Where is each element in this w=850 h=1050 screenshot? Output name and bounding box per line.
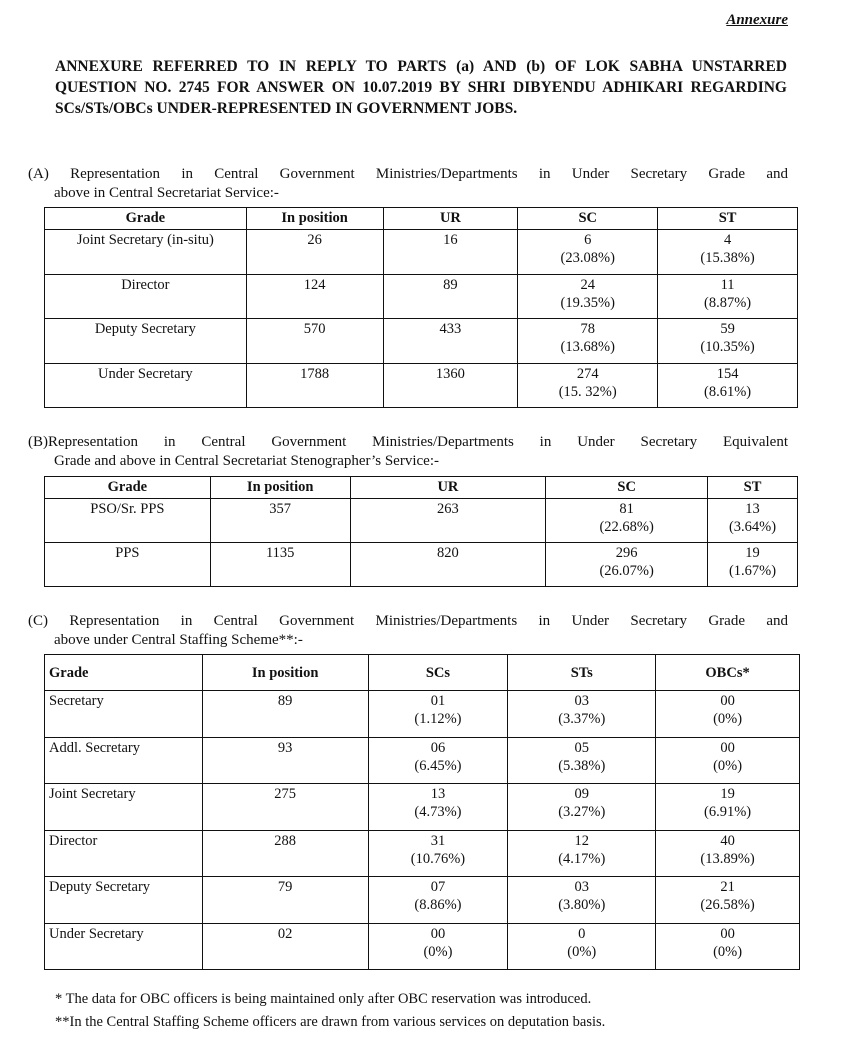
cell-st (658, 274, 798, 319)
cell-in-position: 02 (202, 923, 368, 970)
col-header-grade: Grade (45, 655, 203, 691)
document-heading: ANNEXURE REFERRED TO IN REPLY TO PARTS (a) AND (b) OF LOK SABHA UNSTARRED QUESTION NO. 2745 FOR ANSWER ON 10.07.2019 BY SHRI DIBYENDU ADHIKARI REGARDING SCs/STs/OBCs UNDER-REPRESENTED IN GOVERNMENT JOBS. (55, 58, 787, 117)
cell-grade: Deputy Secretary (45, 877, 203, 924)
st-count: 59 (720, 321, 735, 337)
st-count: 19 (745, 545, 760, 561)
section-c-title-line2: above under Central Staffing Scheme**:- (54, 632, 303, 648)
obc-percent: (13.89%) (700, 850, 755, 867)
cell-st (708, 543, 798, 587)
cell-sc (518, 363, 658, 408)
col-header-grade: Grade (45, 208, 247, 230)
sc-percent: (15. 32%) (558, 383, 617, 400)
cell-in-position: 89 (202, 691, 368, 738)
footnote-obc: * The data for OBC officers is being maintained only after OBC reservation was introduced. (55, 991, 592, 1007)
cell-ur: 820 (350, 543, 546, 587)
st-count: 12 (574, 832, 589, 849)
st-percent: (8.87%) (704, 294, 752, 311)
cell-in-position: 79 (202, 877, 368, 924)
st-percent: (0%) (567, 943, 597, 960)
sc-count: 274 (576, 365, 599, 382)
cell-st (658, 363, 798, 408)
table-b (44, 476, 798, 587)
col-header-obcs: OBCs* (656, 655, 800, 691)
obc-count: 00 (720, 693, 735, 709)
obc-count: 21 (720, 879, 735, 895)
st-count: 0 (578, 925, 586, 942)
cell-in-position: 93 (202, 737, 368, 784)
obc-percent: (26.58%) (700, 897, 755, 913)
footnote-central-staffing: **In the Central Staffing Scheme officers are drawn from various services on deputation basis. (55, 1014, 606, 1030)
sc-percent: (0%) (423, 943, 453, 960)
sc-count: 13 (430, 786, 446, 802)
cell-in-position: 26 (246, 230, 383, 275)
cell-ur: 433 (383, 319, 518, 364)
cell-grade: PPS (45, 543, 211, 587)
sc-count: 6 (584, 232, 592, 248)
sc-percent: (26.07%) (599, 563, 654, 579)
st-count: 4 (723, 232, 732, 248)
cell-sc (546, 499, 708, 543)
section-a-title (28, 165, 788, 203)
cell-in-position: 570 (246, 319, 383, 364)
st-percent: (3.37%) (558, 711, 606, 727)
cell-obcs (656, 877, 800, 924)
table-row (45, 830, 800, 877)
obc-percent: (0%) (713, 943, 743, 960)
cell-obcs (656, 737, 800, 784)
cell-grade: Joint Secretary (in-situ) (45, 230, 247, 275)
cell-ur: 1360 (383, 363, 518, 408)
cell-in-position: 288 (202, 830, 368, 877)
col-header-in-position: In position (202, 655, 368, 691)
section-b-title-line2: Grade and above in Central Secretariat Stenographer’s Service:- (54, 453, 439, 469)
cell-sts (508, 691, 656, 738)
col-header-sts: STs (508, 655, 656, 691)
st-count: 11 (720, 276, 735, 293)
cell-scs (368, 737, 508, 784)
st-percent: (8.61%) (704, 383, 752, 400)
sc-percent: (4.73%) (414, 804, 462, 820)
table-row (45, 737, 800, 784)
st-count: 09 (574, 786, 589, 802)
cell-in-position: 1135 (210, 543, 350, 587)
sc-percent: (23.08%) (560, 250, 615, 266)
table-row (45, 923, 800, 970)
st-count: 05 (574, 739, 589, 756)
st-percent: (4.17%) (558, 850, 606, 867)
st-percent: (3.27%) (558, 804, 606, 820)
cell-grade: Secretary (45, 691, 203, 738)
col-header-in-position: In position (210, 477, 350, 499)
section-c-title (28, 612, 788, 650)
sc-percent: (13.68%) (560, 339, 615, 355)
cell-sc (518, 319, 658, 364)
col-header-ur: UR (350, 477, 546, 499)
obc-percent: (0%) (713, 711, 743, 727)
st-percent: (3.64%) (728, 519, 777, 535)
cell-obcs (656, 784, 800, 831)
obc-count: 00 (720, 739, 735, 756)
table-row (45, 877, 800, 924)
table-row (45, 499, 798, 543)
cell-grade: Director (45, 830, 203, 877)
st-percent: (10.35%) (700, 339, 755, 355)
sc-count: 78 (580, 321, 595, 337)
cell-st (658, 230, 798, 275)
sc-percent: (22.68%) (599, 519, 654, 535)
obc-count: 00 (720, 925, 735, 942)
table-row (45, 230, 798, 275)
col-header-sc: SC (518, 208, 658, 230)
cell-sc (546, 543, 708, 587)
sc-count: 01 (430, 693, 446, 709)
st-count: 03 (574, 879, 589, 895)
cell-ur: 263 (350, 499, 546, 543)
cell-obcs (656, 830, 800, 877)
cell-scs (368, 830, 508, 877)
table-c (44, 654, 800, 970)
cell-sts (508, 737, 656, 784)
table-row (45, 274, 798, 319)
sc-percent: (6.45%) (414, 757, 462, 774)
sc-count: 06 (430, 739, 446, 756)
cell-sc (518, 230, 658, 275)
table-row (45, 784, 800, 831)
st-percent: (5.38%) (558, 757, 606, 774)
sc-count: 24 (580, 276, 595, 293)
sc-count: 81 (619, 501, 634, 517)
st-percent: (3.80%) (558, 897, 606, 913)
cell-obcs (656, 691, 800, 738)
sc-percent: (19.35%) (560, 294, 615, 311)
cell-grade: Deputy Secretary (45, 319, 247, 364)
obc-count: 19 (720, 786, 735, 802)
cell-grade: Joint Secretary (45, 784, 203, 831)
sc-count: 296 (615, 545, 638, 561)
sc-percent: (10.76%) (410, 850, 466, 867)
cell-st (708, 499, 798, 543)
cell-sc (518, 274, 658, 319)
cell-scs (368, 784, 508, 831)
annexure-label: Annexure (726, 12, 788, 28)
cell-sts (508, 784, 656, 831)
cell-in-position: 275 (202, 784, 368, 831)
cell-in-position: 1788 (246, 363, 383, 408)
sc-percent: (8.86%) (414, 897, 462, 913)
col-header-in-position: In position (246, 208, 383, 230)
section-c-title-line1: (C) Representation in Central Government Ministries/Departments in Under Secretary Grade and (28, 613, 788, 629)
col-header-sc: SC (546, 477, 708, 499)
cell-st (658, 319, 798, 364)
cell-in-position: 357 (210, 499, 350, 543)
cell-sts (508, 923, 656, 970)
cell-sts (508, 877, 656, 924)
cell-scs (368, 923, 508, 970)
cell-grade: Addl. Secretary (45, 737, 203, 784)
sc-count: 07 (430, 879, 446, 895)
cell-ur: 89 (383, 274, 518, 319)
col-header-scs: SCs (368, 655, 508, 691)
cell-obcs (656, 923, 800, 970)
obc-percent: (6.91%) (704, 804, 752, 820)
st-percent: (1.67%) (728, 563, 777, 579)
obc-count: 40 (720, 832, 735, 849)
sc-count: 31 (430, 832, 446, 849)
section-b-title (28, 433, 788, 471)
cell-grade: PSO/Sr. PPS (45, 499, 211, 543)
cell-in-position: 124 (246, 274, 383, 319)
table-a (44, 207, 798, 408)
col-header-grade: Grade (45, 477, 211, 499)
section-b-title-line1: (B)Representation in Central Government Ministries/Departments in Under Secretary Equivalent (28, 434, 788, 450)
section-a-title-line1: (A) Representation in Central Government Ministries/Departments in Under Secretary Grade and (28, 166, 788, 182)
st-count: 13 (745, 501, 760, 517)
obc-percent: (0%) (713, 757, 743, 774)
cell-grade: Under Secretary (45, 923, 203, 970)
col-header-st: ST (708, 477, 798, 499)
col-header-ur: UR (383, 208, 518, 230)
st-count: 154 (716, 365, 739, 382)
cell-scs (368, 691, 508, 738)
sc-count: 00 (430, 925, 446, 942)
st-count: 03 (574, 693, 589, 709)
section-a-title-line2: above in Central Secretariat Service:- (54, 185, 279, 201)
col-header-st: ST (658, 208, 798, 230)
cell-sts (508, 830, 656, 877)
cell-grade: Director (45, 274, 247, 319)
table-row (45, 543, 798, 587)
cell-ur: 16 (383, 230, 518, 275)
table-row (45, 319, 798, 364)
st-percent: (15.38%) (700, 250, 755, 266)
sc-percent: (1.12%) (414, 711, 462, 727)
cell-grade: Under Secretary (45, 363, 247, 408)
table-row (45, 691, 800, 738)
cell-scs (368, 877, 508, 924)
table-row (45, 363, 798, 408)
